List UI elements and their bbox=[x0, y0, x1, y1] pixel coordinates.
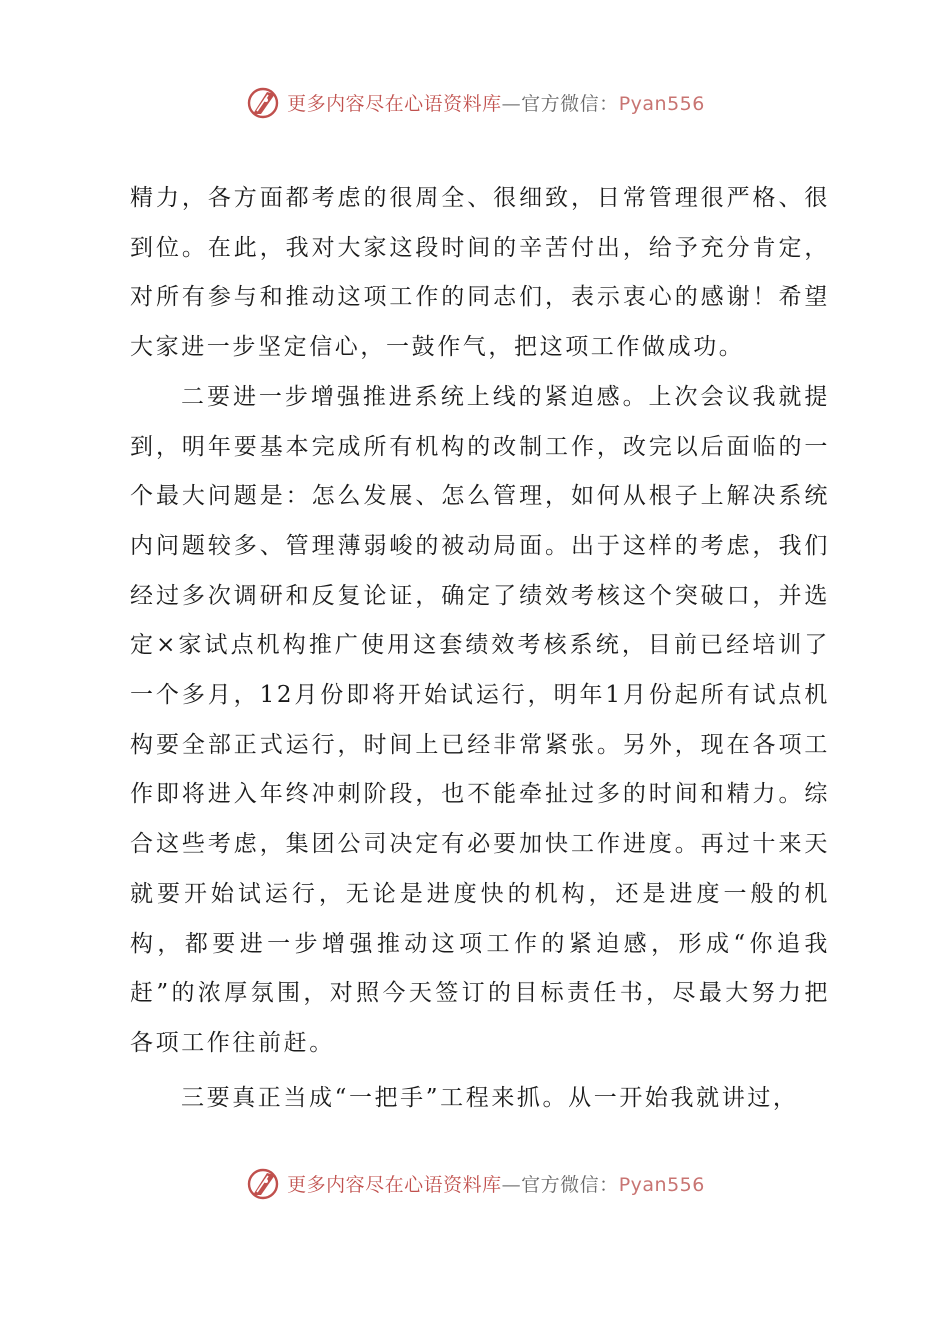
header-banner-dash: — bbox=[501, 92, 522, 115]
pen-nib-logo-icon bbox=[245, 1165, 281, 1201]
paragraph-continuation: 精力，各方面都考虑的很周全、很细致，日常管理很严格、很到位。在此，我对大家这段时间的辛苦付出，给予充分肯定，对所有参与和推动这项工作的同志们，表示衷心的感谢！希望大家进一步坚定信心，一鼓作气，把这项工作做成功。 bbox=[130, 185, 830, 361]
header-banner-main: 更多内容尽在心语资料库 bbox=[287, 92, 502, 115]
footer-banner bbox=[0, 1163, 950, 1203]
footer-banner-main: 更多内容尽在心语资料库 bbox=[287, 1173, 502, 1196]
header-banner-official-label: 官方微信： bbox=[521, 92, 619, 115]
footer-banner-wechat-id: Pyan556 bbox=[618, 1173, 705, 1196]
footer-banner-official-label: 官方微信： bbox=[521, 1173, 619, 1196]
footer-banner-text bbox=[287, 1170, 705, 1197]
header-banner-wechat-id: Pyan556 bbox=[618, 92, 705, 115]
paragraph-point-two: 二要进一步增强推进系统上线的紧迫感。上次会议我就提到，明年要基本完成所有机构的改制工作，改完以后面临的一个最大问题是：怎么发展、怎么管理，如何从根子上解决系统内问题较多、管理薄弱峻的被动局面。出于这样的考虑，我们经过多次调研和反复论证，确定了绩效考核这个突破口，并选定×家试点机构推广使用这套绩效考核系统，目前已经培训了一个多月，12月份即将开始试运行，明年1月份起所有试点机构要全部正式运行，时间上已经非常紧张。另外，现在各项工作即将进入年终冲刺阶段，也不能牵扯过多的时间和精力。综合这些考虑，集团公司决定有必要加快工作进度。再过十来天就要开始试运行，无论是进度快的机构，还是进度一般的机构，都要进一步增强推动这项工作的紧迫感，形成“你追我赶”的浓厚氛围，对照今天签订的目标责任书，尽最大努力把各项工作往前赶。 bbox=[130, 383, 830, 1056]
footer-banner-dash: — bbox=[501, 1173, 522, 1196]
header-banner bbox=[0, 82, 950, 122]
paragraph-point-three: 三要真正当成“一把手”工程来抓。从一开始我就讲过， bbox=[181, 1084, 799, 1111]
document-body bbox=[130, 174, 830, 1123]
pen-nib-logo-icon bbox=[245, 84, 281, 120]
header-banner-text bbox=[287, 89, 705, 116]
